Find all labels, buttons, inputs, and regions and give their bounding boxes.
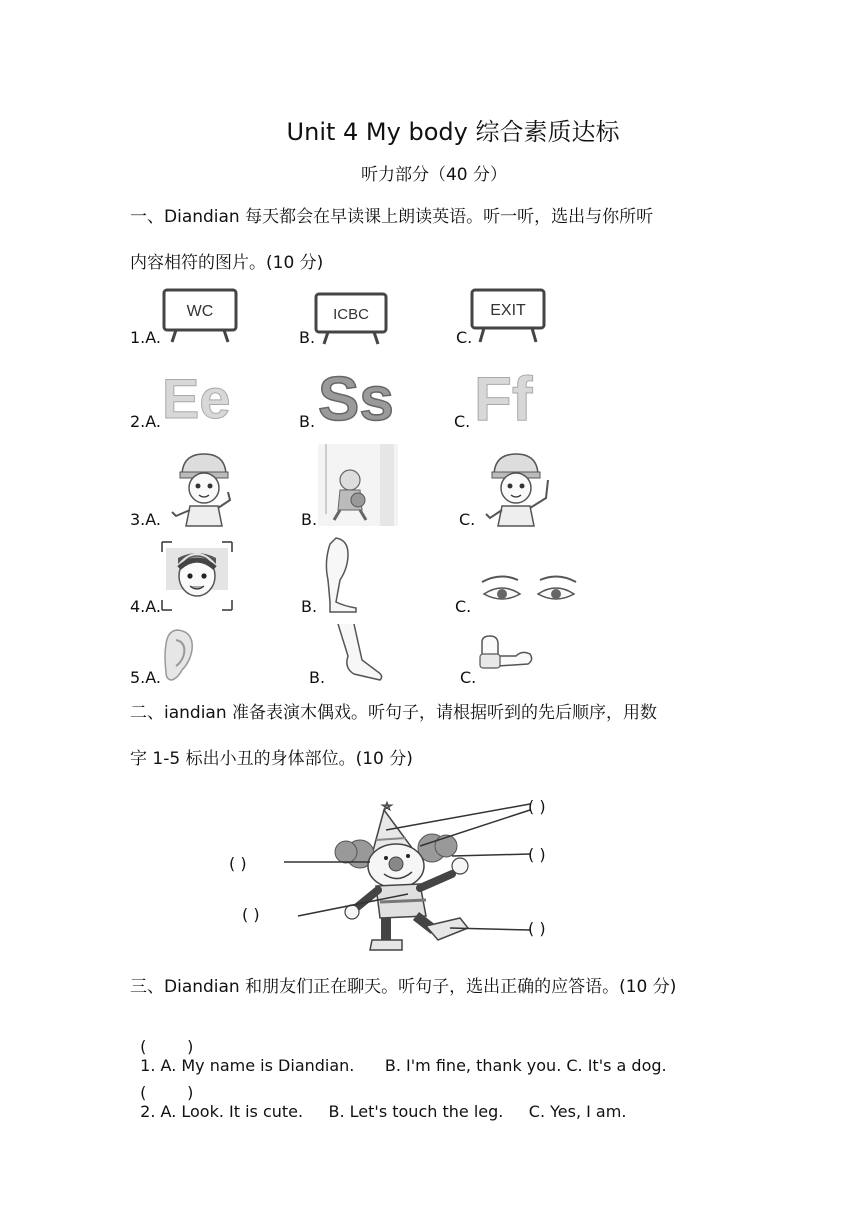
clown-nose — [389, 857, 403, 871]
section2-heading — [130, 690, 740, 782]
q1-option-c-label: C. — [456, 328, 473, 347]
question-2-text: 2. A. Look. It is cute. B. Let's touch the leg. C. Yes, I am. — [140, 1102, 627, 1121]
face-image[interactable] — [160, 540, 234, 612]
answer-blank-1[interactable]: ( ) — [528, 797, 546, 816]
clown-shoe-left — [370, 940, 402, 950]
question-1-text: 1. A. My name is Diandian. B. I'm fine, thank you. C. It's a dog. — [140, 1056, 667, 1075]
q1-option-b-label: B. — [299, 328, 316, 347]
q4-option-b-label: B. — [301, 597, 318, 616]
letters-ee-text: Ee — [162, 367, 230, 426]
star-icon — [382, 802, 392, 810]
answer-blank-2[interactable]: ( ) — [528, 845, 546, 864]
answer-blank-5[interactable]: ( ) — [528, 919, 546, 938]
letters-ee-image[interactable] — [160, 366, 230, 426]
q2-option-c-label: C. — [454, 412, 471, 431]
clown-hand-left — [345, 905, 359, 919]
q4-option-c-label: C. — [455, 597, 472, 616]
question-1-bracket[interactable]: ( ) — [140, 1037, 194, 1056]
section2-heading-line2: 字 1-5 标出小丑的身体部位。(10 分) — [130, 749, 413, 769]
letters-ss-text: Ss — [318, 365, 394, 428]
clown-hand-right — [452, 858, 468, 874]
page-title: Unit 4 My body 综合素质达标 — [286, 118, 620, 146]
exit-sign-image[interactable] — [470, 288, 548, 344]
q5-option-a-label: 5.A. — [130, 668, 162, 687]
icbc-sign-text: ICBC — [333, 306, 369, 323]
ear-image[interactable] — [160, 626, 196, 684]
q3-option-b-label: B. — [301, 510, 318, 529]
question-2-bracket[interactable]: ( ) — [140, 1083, 194, 1102]
answer-blank-3[interactable]: ( ) — [229, 854, 247, 873]
pointer-hair — [420, 810, 530, 846]
q5-option-b-label: B. — [309, 668, 326, 687]
q1-option-a-label: 1.A. — [130, 328, 162, 347]
q3-option-c-label: C. — [459, 510, 476, 529]
wc-sign-image[interactable] — [162, 288, 238, 344]
q5-option-c-label: C. — [460, 668, 477, 687]
arm-image[interactable] — [476, 634, 536, 678]
q2-option-b-label: B. — [299, 412, 316, 431]
section2-heading-line1: 二、iandian 准备表演木偶戏。听句子，请根据听到的先后顺序，用数 — [130, 703, 658, 723]
q2-option-a-label: 2.A. — [130, 412, 162, 431]
icbc-sign-image[interactable] — [314, 292, 390, 346]
wc-sign-text: WC — [186, 303, 214, 320]
q4-option-a-label: 4.A. — [130, 597, 162, 616]
letters-ff-image[interactable] — [472, 362, 546, 428]
boy-pointing-head-image[interactable] — [482, 450, 552, 528]
section1-heading — [130, 194, 740, 286]
boy-pointing-mouth-image[interactable] — [170, 450, 236, 528]
q3-option-a-label: 3.A. — [130, 510, 162, 529]
section1-heading-line1: 一、Diandian 每天都会在早读课上朗读英语。听一听，选出与你所听 — [130, 207, 654, 227]
pointer-hand — [452, 854, 530, 856]
boy-with-ball-image[interactable] — [318, 444, 398, 526]
page-subtitle: 听力部分（40 分） — [360, 165, 508, 185]
question-2 — [130, 1064, 626, 1121]
section1-heading-line2: 内容相符的图片。(10 分) — [130, 253, 324, 273]
letters-ss-image[interactable] — [316, 362, 400, 428]
letters-ff-text: Ff — [474, 365, 533, 428]
eyes-image[interactable] — [478, 572, 582, 612]
foot-image[interactable] — [334, 622, 386, 684]
leg-image[interactable] — [318, 536, 362, 614]
answer-blank-4[interactable]: ( ) — [242, 905, 260, 924]
exit-sign-text: EXIT — [490, 302, 526, 319]
section3-heading: 三、Diandian 和朋友们正在聊天。听句子，选出正确的应答语。(10 分) — [130, 977, 677, 997]
